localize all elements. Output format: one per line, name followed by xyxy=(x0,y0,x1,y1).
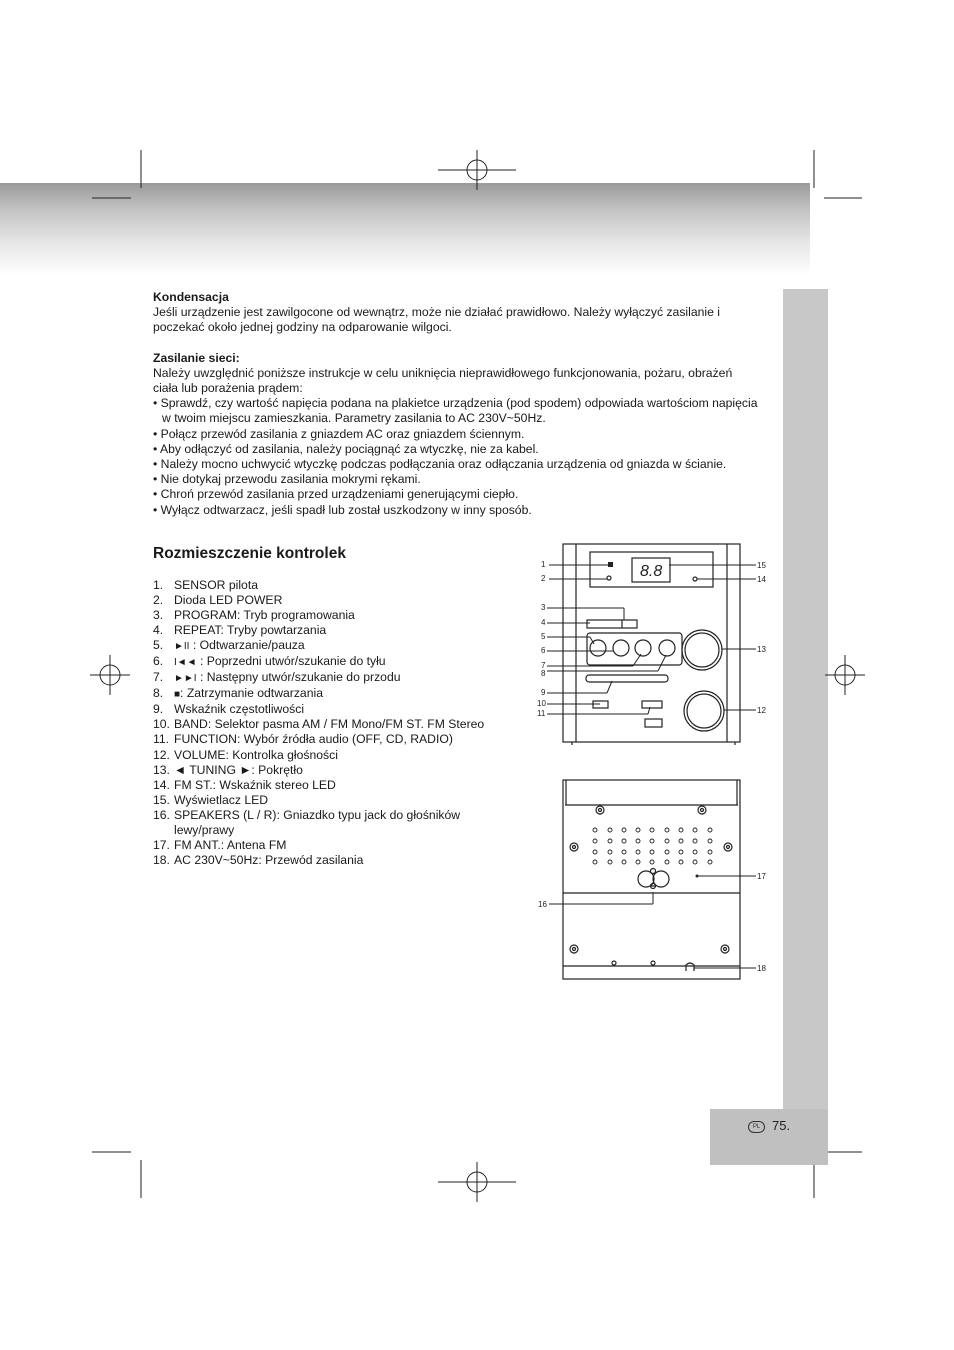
rear-panel-outline xyxy=(563,780,740,979)
list-item: 5. ►II : Odtwarzanie/pauza xyxy=(153,638,305,653)
power-led xyxy=(607,576,611,580)
vent-hole xyxy=(665,860,669,864)
mains-line-1: Należy uwzględnić poniższe instrukcje w celu uniknięcia nieprawidłowego funkcjonowania, pożaru, obrażeń xyxy=(153,365,733,380)
language-badge: PL xyxy=(748,1121,765,1133)
vent-hole xyxy=(593,828,597,832)
stop-icon: ■ xyxy=(174,689,181,701)
list-item: 2. Dioda LED POWER xyxy=(153,593,283,608)
list-item: 10. BAND: Selektor pasma AM / FM Mono/FM ST. FM Stereo xyxy=(153,717,485,732)
vent-hole xyxy=(708,839,712,843)
list-item: 7. ►►I : Następny utwór/szukanie do przodu xyxy=(153,670,401,685)
section-title: Rozmieszczenie kontrolek xyxy=(153,545,346,562)
vent-hole xyxy=(679,839,683,843)
vent-hole xyxy=(679,850,683,854)
previous-track-icon: I◄◄ xyxy=(174,657,197,669)
list-item: 18. AC 230V~50Hz: Przewód zasilania xyxy=(153,852,364,867)
list-item: 15. Wyświetlacz LED xyxy=(153,792,269,807)
vent-hole xyxy=(693,860,697,864)
condensation-line-1: Jeśli urządzenie jest zawilgocone od wewnątrz, może nie działać prawidłowo. Należy wyłączyć zasilanie i xyxy=(153,305,720,320)
vent-hole xyxy=(679,860,683,864)
mains-bullet: • Wyłącz odtwarzacz, jeśli spadł lub został uszkodzony w inny sposób. xyxy=(153,502,532,517)
body-text xyxy=(153,290,773,518)
vent-holes xyxy=(593,828,712,864)
condensation-heading: Kondensacja xyxy=(153,290,229,304)
list-item: 14. FM ST.: Wskaźnik stereo LED xyxy=(153,777,336,792)
callout-15: 15 xyxy=(757,561,766,570)
vent-hole xyxy=(608,828,612,832)
rear-panel-diagram xyxy=(530,775,780,985)
callout-13: 13 xyxy=(757,645,766,654)
vent-hole xyxy=(636,828,640,832)
page-number-tab xyxy=(710,1109,828,1165)
callout-14: 14 xyxy=(757,575,766,584)
fm-st-led xyxy=(693,577,697,581)
power-cord-outlet xyxy=(686,963,694,971)
vent-hole xyxy=(650,828,654,832)
list-item: 12. VOLUME: Kontrolka głośności xyxy=(153,747,338,762)
list-item: 3. PROGRAM: Tryb programowania xyxy=(153,608,355,623)
callout-17: 17 xyxy=(757,872,766,881)
list-item: 13. ◄ TUNING ►: Pokrętło xyxy=(153,762,303,777)
play-pause-button xyxy=(590,640,606,656)
vent-hole xyxy=(593,850,597,854)
list-item: 4. REPEAT: Tryby powtarzania xyxy=(153,623,327,638)
volume-knob xyxy=(684,691,724,731)
vent-hole xyxy=(650,860,654,864)
callout-2: 2 xyxy=(541,574,546,583)
callout-1: 1 xyxy=(541,560,546,569)
vent-hole xyxy=(693,850,697,854)
vent-hole xyxy=(708,828,712,832)
vent-hole xyxy=(622,839,626,843)
vent-hole xyxy=(650,839,654,843)
callout-8: 8 xyxy=(541,669,546,678)
vent-hole xyxy=(708,850,712,854)
callout-12: 12 xyxy=(757,706,766,715)
vent-hole xyxy=(665,850,669,854)
callout-18: 18 xyxy=(757,964,766,973)
vent-hole xyxy=(665,828,669,832)
vent-hole xyxy=(593,839,597,843)
callout-10: 10 xyxy=(537,699,546,708)
page-number: 75. xyxy=(772,1118,791,1133)
callout-4: 4 xyxy=(541,618,546,627)
callout-5: 5 xyxy=(541,632,546,641)
vent-hole xyxy=(608,839,612,843)
front-panel-diagram xyxy=(530,540,780,750)
vent-hole xyxy=(636,860,640,864)
vent-hole xyxy=(636,839,640,843)
vent-hole xyxy=(593,860,597,864)
vent-hole xyxy=(693,828,697,832)
next-track-icon: ►►I xyxy=(174,673,197,685)
mains-bullet: • Nie dotykaj przewodu zasilania mokrymi rękami. xyxy=(153,472,421,487)
vent-hole xyxy=(665,839,669,843)
callout-3: 3 xyxy=(541,603,546,612)
function-switch xyxy=(642,701,662,708)
tuning-knob xyxy=(682,630,722,670)
callout-6: 6 xyxy=(541,646,546,655)
display-digits: 8.8 xyxy=(640,563,663,580)
vent-hole xyxy=(622,828,626,832)
mains-bullet: • Połącz przewód zasilania z gniazdem AC oraz gniazdem ściennym. xyxy=(153,426,525,441)
vent-hole xyxy=(636,850,640,854)
vent-hole xyxy=(693,839,697,843)
callout-9: 9 xyxy=(541,688,546,697)
list-item: 6. I◄◄ : Poprzedni utwór/szukanie do tyłu xyxy=(153,654,386,669)
next-button xyxy=(635,640,651,656)
mains-bullet: • Sprawdź, czy wartość napięcia podana na plakietce urządzenia (pod spodem) odpowiada wartościom napięcia w twoim miejscu zamieszkania. Parametry zasilania to AC 230V~50Hz. xyxy=(153,396,758,426)
list-item: 9. Wskaźnik częstotliwości xyxy=(153,702,305,717)
callout-11: 11 xyxy=(537,709,546,718)
callout-16: 16 xyxy=(538,900,547,909)
ir-sensor xyxy=(608,562,613,567)
vent-hole xyxy=(622,860,626,864)
list-item: 16. SPEAKERS (L / R): Gniazdko typu jack do głośników lewy/prawy xyxy=(153,807,461,837)
list-item: 17. FM ANT.: Antena FM xyxy=(153,837,287,852)
vent-hole xyxy=(622,850,626,854)
mains-heading: Zasilanie sieci: xyxy=(153,350,240,365)
prev-button xyxy=(613,640,629,656)
vent-hole xyxy=(608,850,612,854)
stop-button xyxy=(659,640,675,656)
vent-hole xyxy=(608,860,612,864)
vent-hole xyxy=(708,860,712,864)
vent-hole xyxy=(679,828,683,832)
callout-7: 7 xyxy=(541,661,546,670)
play-pause-icon: ►II xyxy=(174,641,190,653)
list-item: 8. ■: Zatrzymanie odtwarzania xyxy=(153,686,323,701)
mains-bullet: • Należy mocno uchwycić wtyczkę podczas podłączania oraz odłączania urządzenia od gniazda w ścianie. xyxy=(153,457,727,472)
frequency-indicator xyxy=(586,675,668,682)
mains-bullet: • Chroń przewód zasilania przed urządzeniami generującymi ciepło. xyxy=(153,487,519,502)
list-item: 11. FUNCTION: Wybór źródła audio (OFF, CD, RADIO) xyxy=(153,732,453,747)
list-item: 1. SENSOR pilota xyxy=(153,578,258,592)
condensation-line-2: poczekać około jednej godziny na odparowanie wilgoci. xyxy=(153,320,452,335)
mains-line-2: ciała lub porażenia prądem: xyxy=(153,381,303,396)
vent-hole xyxy=(650,850,654,854)
mains-bullet: • Aby odłączyć od zasilania, należy pociągnąć za wtyczkę, nie za kabel. xyxy=(153,441,539,456)
controls-list xyxy=(153,578,514,868)
